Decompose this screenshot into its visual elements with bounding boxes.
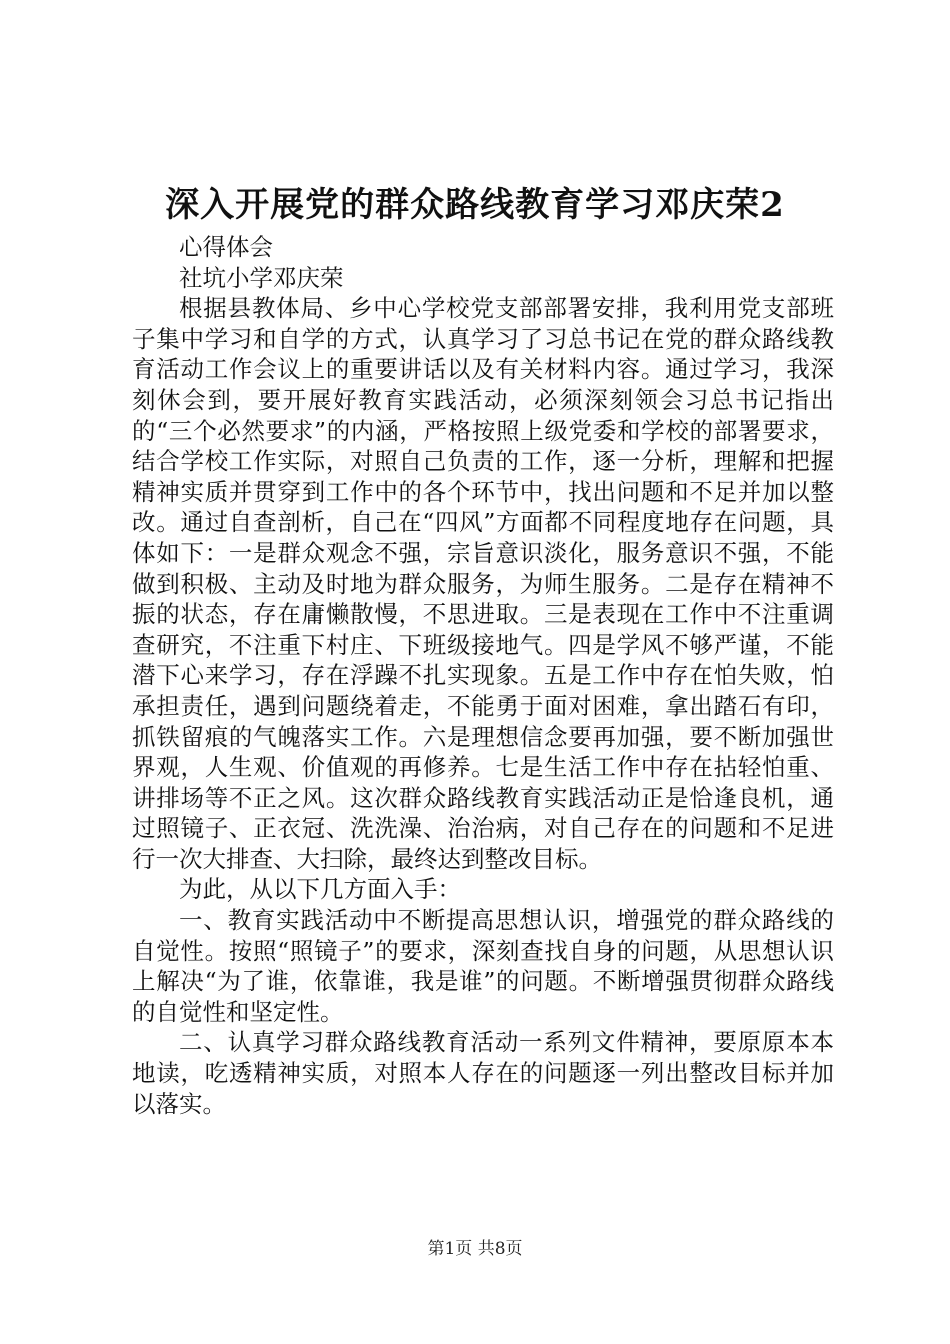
author-line: 社坑小学邓庆荣 — [179, 263, 344, 292]
paragraph-4: 二、认真学习群众路线教育活动一系列文件精神，要原原本本地读，吃透精神实质，对照本人存在的问题逐一列出整改目标并加以落实。 — [132, 1028, 834, 1118]
paragraph-2: 为此，从以下几方面入手： — [179, 875, 461, 904]
paragraph-3: 一、教育实践活动中不断提高思想认识，增强党的群众路线的自觉性。按照“照镜子”的要求，深刻查找自身的问题，从思想认识上解决“为了谁，依靠谁，我是谁”的问题。不断增强贯彻群众路线的自觉性和坚定性。 — [132, 906, 834, 1026]
document-title: 深入开展党的群众路线教育学习邓庆荣2 — [165, 185, 785, 225]
subtitle-line: 心得体会 — [179, 233, 273, 261]
paragraph-1: 根据县教体局、乡中心学校党支部部署安排，我利用党支部班子集中学习和自学的方式，认真学习了习总书记在党的群众路线教育活动工作会议上的重要讲话以及有关材料内容。通过学习，我深刻休会到，要开展好教育实践活动，必须深刻领会习总书记指出的“三个必然要求”的内涵，严格按照上级党委和学校的部署要求，结合学校工作实际，对照自己负责的工作，逐一分析，理解和把握精神实质并贯穿到工作中的各个环节中，找出问题和不足并加以整改。通过自查剖析，自己在“四风”方面都不同程度地存在问题，具体如下：一是群众观念不强，宗旨意识淡化，服务意识不强，不能做到积极、主动及时地为群众服务，为师生服务。二是存在精神不振的状态，存在庸懒散慢，不思进取。三是表现在工作中不注重调查研究，不注重下村庄、下班级接地气。四是学风不够严谨，不能潜下心来学习，存在浮躁不扎实现象。五是工作中存在怕失败，怕承担责任，遇到问题绕着走，不能勇于面对困难，拿出踏石有印，抓铁留痕的气魄落实工作。六是理想信念要再加强，要不断加强世界观，人生观、价值观的再修养。七是生活工作中存在拈轻怕重、讲排场等不正之风。这次群众路线教育实践活动正是恰逢良机，通过照镜子、正衣冠、洗洗澡、治治病，对自己存在的问题和不足进行一次大排查、大扫除，最终达到整改目标。 — [132, 294, 834, 873]
page-footer: 第1页 共8页 — [427, 1239, 523, 1259]
document-body — [132, 232, 834, 1119]
